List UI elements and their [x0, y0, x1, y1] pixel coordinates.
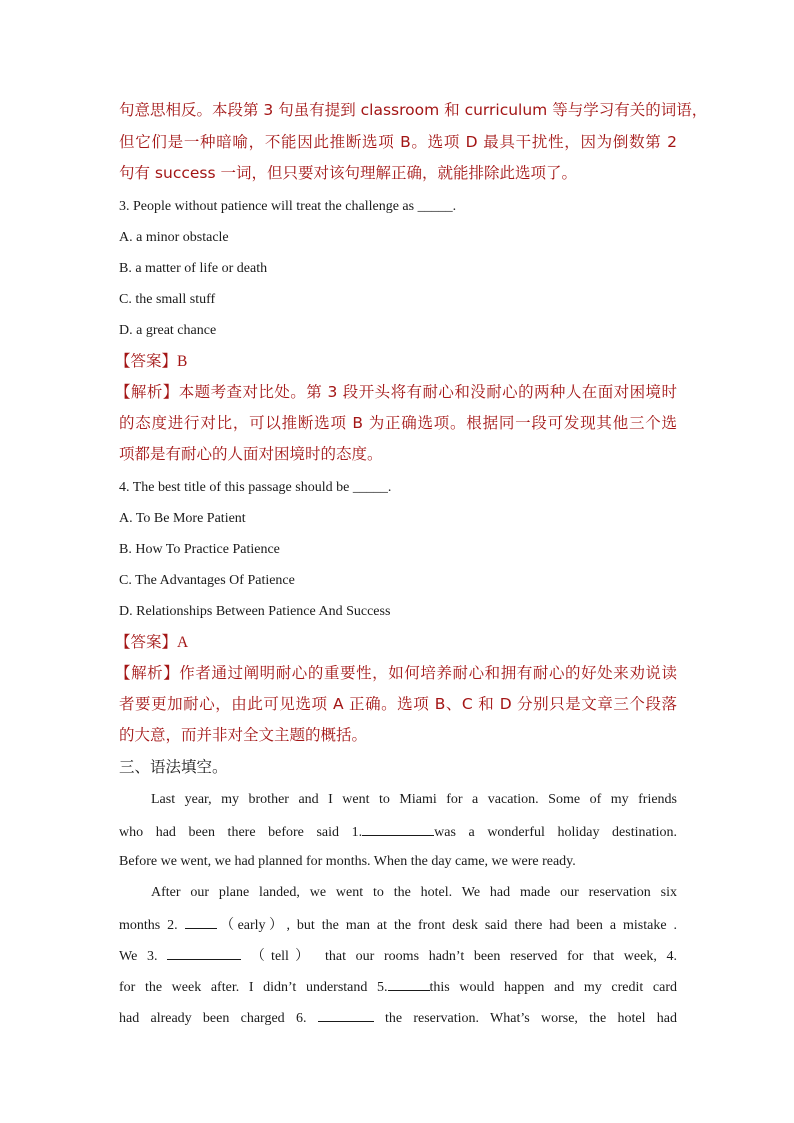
passage-text: had already been charged 6.: [119, 1011, 307, 1026]
passage-line: [119, 976, 677, 998]
question-4-option-b: B. How To Practice Patience: [119, 542, 280, 557]
passage-line: [119, 914, 677, 936]
passage-text: for the week after. I didn’t understand 5.: [119, 980, 388, 995]
blank-6[interactable]: [318, 1007, 374, 1022]
blank-2[interactable]: [185, 914, 217, 929]
passage-text: who had been there before said 1.: [119, 825, 363, 840]
passage-line: [119, 1007, 677, 1029]
passage-text: （early）, but the man at the front desk said there had been a mistake .: [216, 918, 678, 933]
answer-value: B: [177, 353, 188, 370]
analysis-tag: 【解析】: [115, 383, 179, 401]
blank-3[interactable]: [167, 945, 241, 960]
analysis-tag: 【解析】: [115, 664, 180, 682]
passage-text: this would happen and my credit card: [429, 980, 677, 995]
analysis-text: 本题考查对比处。第 3 段开头将有耐心和没耐心的两种人在面对困境时: [178, 383, 677, 401]
question-3-option-b: B. a matter of life or death: [119, 261, 268, 276]
passage-line: [119, 821, 677, 843]
passage-text: the reservation. What’s worse, the hotel had: [384, 1011, 678, 1026]
analysis-line: 句意思相反。本段第 3 句虽有提到 classroom 和 curriculum 等与学习有关的词语，: [119, 101, 708, 119]
passage-line: Last year, my brother and I went to Miami for a vacation. Some of my friends: [151, 792, 677, 807]
question-3-option-d: D. a great chance: [119, 323, 217, 338]
passage-line: After our plane landed, we went to the hotel. We had made our reservation six: [151, 885, 677, 900]
blank-5[interactable]: [388, 976, 430, 991]
analysis-line: 但它们是一种暗喻，不能因此推断选项 B。选项 D 最具干扰性，因为倒数第 2: [119, 133, 677, 151]
question-4-stem: 4. The best title of this passage should be _____.: [119, 480, 392, 495]
section-heading: 三、语法填空。: [119, 758, 228, 776]
question-3-option-c: C. the small stuff: [119, 292, 216, 307]
analysis-text: 作者通过阐明耐心的重要性，如何培养耐心和拥有耐心的好处来劝说读: [179, 664, 677, 682]
answer-value: A: [177, 634, 189, 651]
passage-text: We 3.: [119, 949, 158, 964]
analysis-line: 句有 success 一词，但只要对该句理解正确，就能排除此选项了。: [119, 164, 577, 182]
passage-line: [119, 945, 677, 967]
question-3-option-a: A. a minor obstacle: [119, 230, 229, 245]
analysis-line: 项都是有耐心的人面对困境时的态度。: [119, 445, 383, 463]
passage-text: months 2.: [119, 918, 178, 933]
question-4-answer: [115, 632, 188, 653]
blank-1[interactable]: [362, 821, 434, 836]
answer-tag: 【答案】: [115, 633, 178, 651]
passage-text: （tell） that our rooms hadn’t been reserved for that week, 4.: [250, 949, 678, 964]
analysis-line: 的大意，而并非对全文主题的概括。: [119, 726, 368, 744]
passage-line: Before we went, we had planned for months. When the day came, we were ready.: [119, 854, 576, 869]
question-3-answer: [115, 351, 187, 372]
question-4-option-c: C. The Advantages Of Patience: [119, 573, 295, 588]
question-4-option-a: A. To Be More Patient: [119, 511, 246, 526]
answer-tag: 【答案】: [115, 352, 178, 370]
analysis-line: 的态度进行对比，可以推断选项 B 为正确选项。根据同一段可发现其他三个选: [119, 414, 677, 432]
question-3-stem: 3. People without patience will treat the challenge as _____.: [119, 199, 457, 214]
analysis-line: 者要更加耐心，由此可见选项 A 正确。选项 B、C 和 D 分别只是文章三个段落: [119, 695, 677, 713]
passage-text: was a wonderful holiday destination.: [434, 825, 677, 840]
question-4-analysis: [115, 663, 677, 683]
question-4-option-d: D. Relationships Between Patience And Success: [119, 604, 391, 619]
question-3-analysis: [115, 382, 677, 402]
